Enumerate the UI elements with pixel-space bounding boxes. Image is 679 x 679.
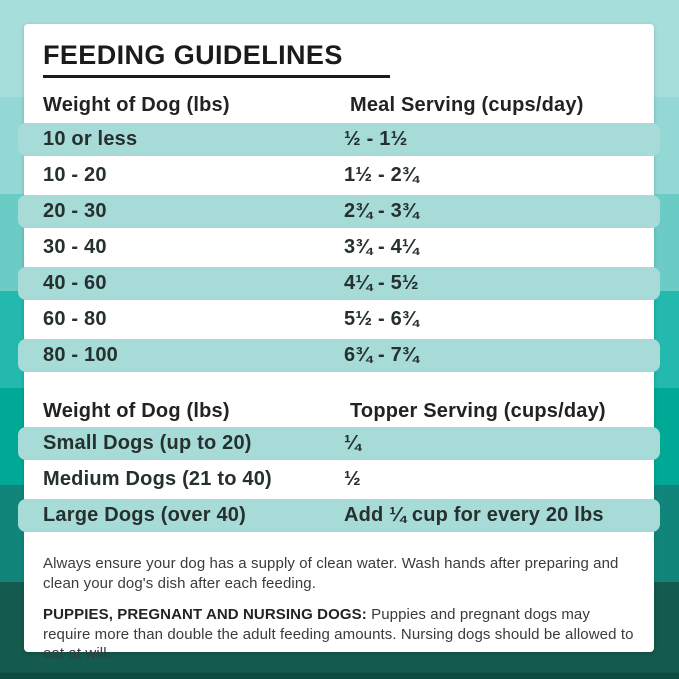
table-row [18,267,660,300]
weight-cell: Medium Dogs (21 to 40) [43,468,272,490]
puppies-note [43,605,635,664]
footer-notes [43,554,635,664]
table-row [18,195,660,228]
puppies-note-text: Puppies and pregnant dogs may require more than double the adult feeding amounts. Nursing dogs should be allowed to eat at will. [43,606,634,662]
table-row [18,123,660,156]
meal-table-header-row [24,93,654,117]
serving-cell: ¼ [344,432,361,454]
weight-cell: 40 - 60 [43,272,107,294]
page-title: FEEDING GUIDELINES [43,40,343,70]
serving-cell: 5½ - 6¾ [344,308,419,330]
water-note: Always ensure your dog has a supply of clean water. Wash hands after preparing and clean your dog's dish after each feeding. [43,555,619,592]
table-row [18,303,660,336]
puppies-note-label: PUPPIES, PREGNANT AND NURSING DOGS: [43,606,367,623]
weight-cell: Large Dogs (over 40) [43,504,246,526]
serving-cell: Add ¼ cup for every 20 lbs [344,504,604,526]
serving-cell: 4¼ - 5½ [344,272,419,294]
weight-cell: 10 - 20 [43,164,107,186]
weight-cell: 10 or less [43,128,138,150]
table-row [18,463,660,496]
table-row [18,339,660,372]
topper-table [24,427,654,532]
serving-cell: 2¾ - 3¾ [344,200,419,222]
weight-cell: 30 - 40 [43,236,107,258]
title-underline [43,75,390,78]
weight-cell: 60 - 80 [43,308,107,330]
table-row [18,231,660,264]
feeding-guidelines-card [24,24,654,662]
table-row [18,499,660,532]
weight-cell: 80 - 100 [43,344,118,366]
weight-cell: Small Dogs (up to 20) [43,432,252,454]
topper-table-header-row [24,399,654,423]
table-row [18,427,660,460]
serving-cell: 6¾ - 7¾ [344,344,419,366]
serving-cell: 3¾ - 4¼ [344,236,419,258]
weight-column-header: Weight of Dog (lbs) [43,399,230,422]
serving-cell: 1½ - 2¾ [344,164,419,186]
meal-table [24,123,654,372]
meal-serving-column-header: Meal Serving (cups/day) [350,93,584,116]
serving-cell: ½ [344,468,361,490]
topper-serving-column-header: Topper Serving (cups/day) [350,399,606,422]
weight-column-header: Weight of Dog (lbs) [43,93,230,116]
weight-cell: 20 - 30 [43,200,107,222]
table-row [18,159,660,192]
serving-cell: ½ - 1½ [344,128,408,150]
